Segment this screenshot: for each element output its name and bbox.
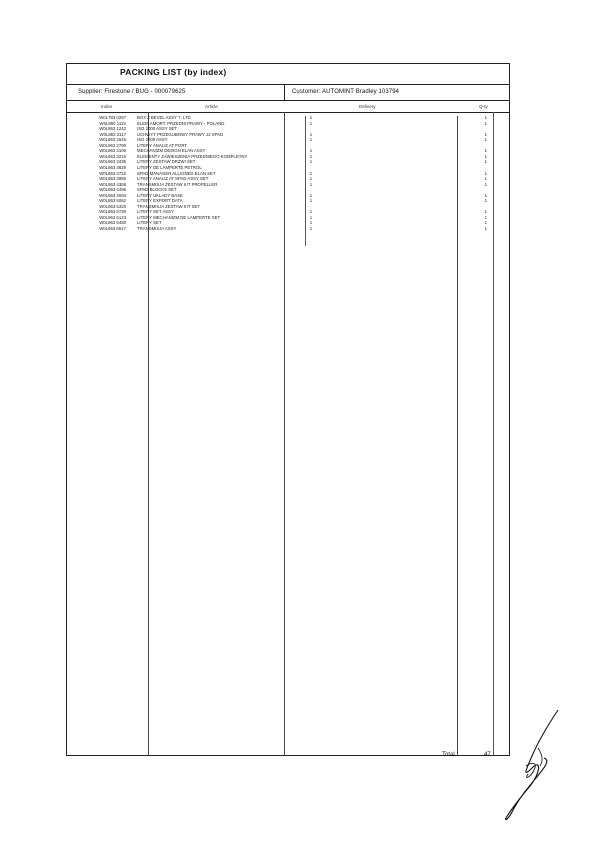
row-index: W0L863 2117: [99, 131, 126, 137]
column-header-separator: [66, 112, 510, 113]
row-quantity: 1: [484, 159, 487, 165]
row-index: W0L863 4496: [99, 187, 126, 193]
row-index: W0L863 5320: [99, 203, 126, 209]
row-index: W0L863 3215: [99, 153, 126, 159]
row-description: UCHWYT PRZEGUBOWY PRAWY 12 SPAD: [137, 131, 224, 137]
row-count: 1: [309, 214, 313, 220]
row-index: W0L863 3435: [99, 159, 126, 165]
row-quantity: 1: [484, 198, 487, 204]
row-index: W0L863 1242: [99, 126, 126, 132]
table-row: [64, 226, 494, 232]
row-count: 1: [309, 181, 313, 187]
row-quantity: 1: [484, 176, 487, 182]
row-count: 1: [309, 198, 313, 204]
row-index: W0L860 1122: [99, 120, 126, 126]
total-value: 47: [484, 752, 491, 758]
column-header-qty: Q-ty: [479, 104, 488, 109]
row-index: W0L863 4593: [99, 192, 126, 198]
row-index: W0L863 3722: [99, 170, 126, 176]
row-count: 1: [309, 220, 313, 226]
row-description: MECHANIZM DESIGN ELAN ASSY: [137, 148, 206, 154]
row-description: LITERY SET: [137, 220, 162, 226]
row-description: ELEM.AMORT. PRZEDNI PRAWY - POLAND: [137, 120, 225, 126]
row-description: BOX 2 BEVEL ASSY 7. LTD: [137, 115, 191, 120]
row-description: LITERY EXPORT DATA: [137, 198, 183, 204]
row-quantity: 1: [484, 153, 487, 159]
row-description: ELEMENTY ZAWIESZENIA PRZEDNIEGO KOMPLETNY: [137, 153, 248, 159]
row-quantity: 1: [484, 148, 487, 154]
row-quantity: 1: [484, 131, 487, 137]
row-index: W0L863 3629: [99, 164, 126, 170]
row-count: 1: [309, 148, 313, 154]
row-quantity: 1: [484, 214, 487, 220]
row-quantity: 1: [484, 137, 487, 143]
row-description: LITERY MECHANIZM DE LAMPERTE SET: [137, 214, 221, 220]
row-description: LITERY ANALIZ AT SPAD ASSY SET: [137, 176, 209, 182]
row-description: LITERY UKLADY BASE: [137, 192, 183, 198]
row-description: TRANSMISJA ASSY: [137, 226, 177, 231]
row-quantity: 1: [484, 120, 487, 126]
row-count: 1: [309, 226, 313, 231]
page-title: PACKING LIST (by index): [120, 67, 227, 77]
row-description: ISO 2000 ASSY: [137, 137, 168, 143]
row-description: ISO 2000 ASSY SET: [137, 126, 178, 132]
title-separator: [66, 84, 510, 85]
signature-mark: [496, 708, 566, 823]
header-divider: [284, 84, 285, 100]
row-description: LITERY ZESTAW DRZWI SET: [137, 159, 196, 165]
row-index: W0L863 3986: [99, 176, 126, 182]
row-index: W0L863 6517: [99, 226, 126, 231]
row-description: TRANSMISJA ZESTAW KIT SET: [137, 203, 200, 209]
row-index: W0L863 5738: [99, 209, 126, 215]
row-count: 1: [309, 131, 313, 137]
row-count: 1: [309, 120, 313, 126]
row-quantity: 1: [484, 181, 487, 187]
row-index: W0L863 2645: [99, 137, 126, 143]
customer-label: Customer: AUTOMINT Bradley 103794: [292, 89, 400, 95]
header-separator: [66, 100, 510, 101]
row-count: 1: [309, 176, 313, 182]
row-index: W0L863 6123: [99, 214, 126, 220]
row-index: W0L863 3106: [99, 148, 126, 154]
row-quantity: 1: [484, 192, 487, 198]
row-quantity: 1: [484, 226, 487, 231]
row-count: 1: [309, 209, 313, 215]
row-quantity: 1: [484, 209, 487, 215]
row-description: LITERY ANALIZ AT PORT: [137, 142, 187, 148]
supplier-label: Supplier: Firestone / BUG - 000079625: [78, 89, 186, 95]
row-count: 1: [309, 115, 313, 120]
row-index: W0L863 5062: [99, 198, 126, 204]
total-label: Total: [442, 752, 455, 758]
column-header-delivery: Delivery: [359, 104, 376, 109]
row-description: TRANSMISJA ZESTAW KIT PROPELLER: [137, 181, 218, 187]
row-description: LITERY SET ASSY: [137, 209, 174, 215]
row-count: 1: [309, 153, 313, 159]
row-description: SPAD MANAGER ALLIGNED ELAN SET: [137, 170, 216, 176]
row-count: 1: [309, 159, 313, 165]
row-count: 1: [309, 137, 313, 143]
row-quantity: 1: [484, 170, 487, 176]
row-count: 1: [309, 170, 313, 176]
row-quantity: 1: [484, 220, 487, 226]
column-header-article: Article: [205, 104, 218, 109]
row-quantity: 1: [484, 115, 487, 120]
row-index: W0L863 6480: [99, 220, 126, 226]
row-count: 1: [309, 192, 313, 198]
row-index: W0L863 4368: [99, 181, 126, 187]
column-header-index: Index: [101, 104, 113, 109]
row-index: W0L783 0257: [99, 115, 126, 120]
row-index: W0L863 2790: [99, 142, 126, 148]
row-description: LITERY DE LAMPERTE PETROL: [137, 164, 202, 170]
row-description: SPAD BLOCKS SET: [137, 187, 177, 193]
